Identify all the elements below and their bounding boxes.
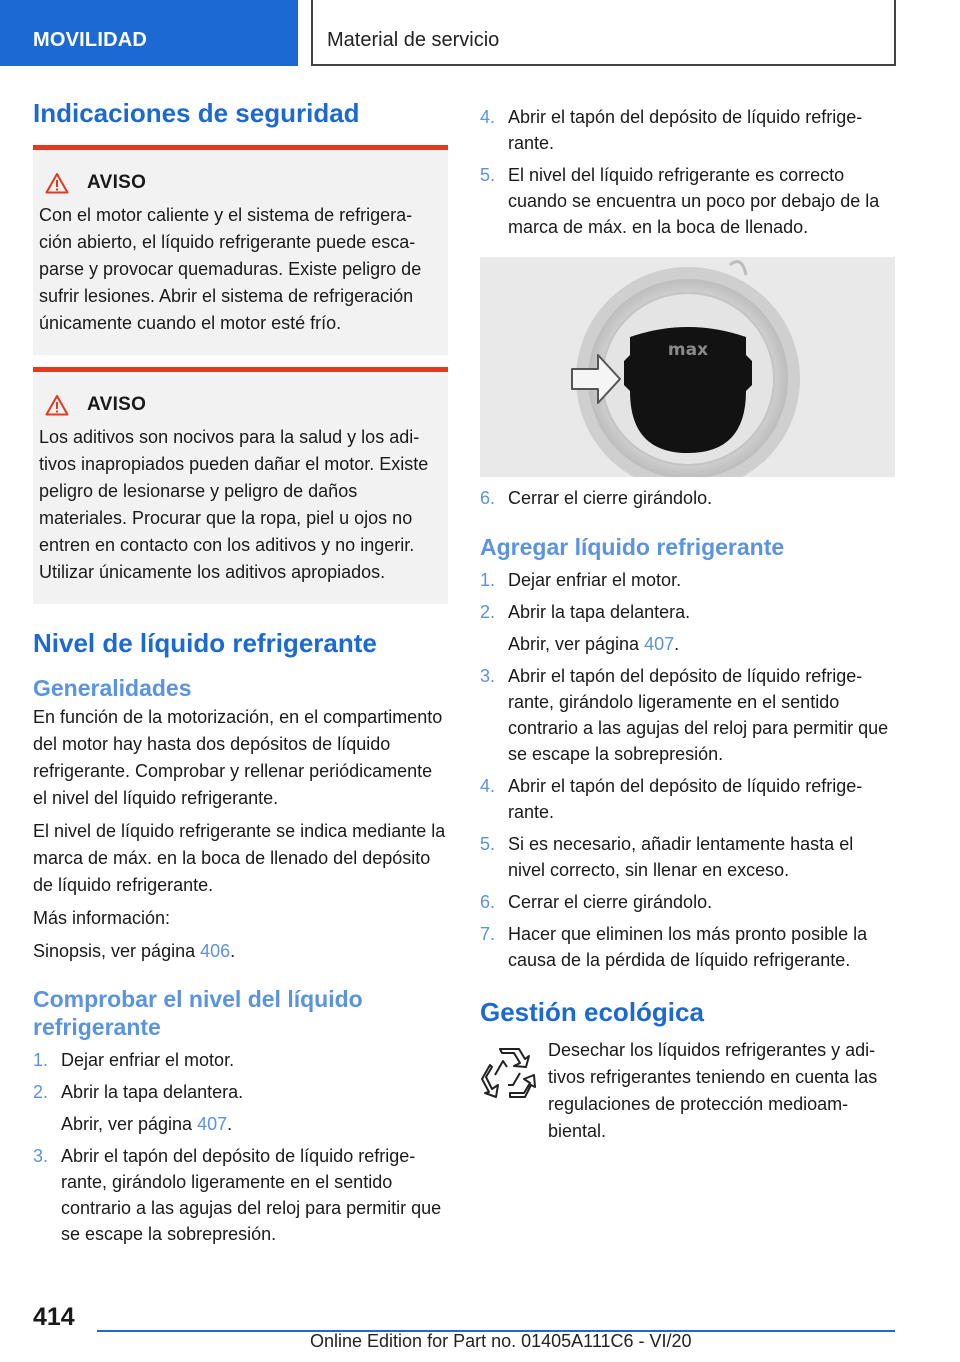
- step-number: 1.: [33, 1050, 49, 1070]
- step-text: Abrir la tapa delantera.: [61, 1082, 244, 1102]
- warning-triangle-icon: [45, 172, 69, 194]
- warning-label: AVISO: [87, 172, 147, 193]
- step-text: El nivel del líquido refrigerante es correcto cuando se encuentra un poco por debajo de la marca de máx. en la boca de llenado.: [508, 165, 880, 237]
- step-number: 2.: [33, 1082, 49, 1102]
- step-number: 1.: [480, 570, 496, 590]
- left-column: [33, 96, 448, 1247]
- check-steps-list: [33, 1047, 448, 1105]
- footer-edition: Online Edition for Part no. 01405A111C6 - VI/20: [310, 1331, 692, 1351]
- heading-general: Generalidades: [33, 675, 192, 701]
- list-item: [480, 773, 895, 825]
- list-item: [480, 162, 895, 240]
- step-number: 2.: [480, 602, 496, 622]
- step-text: Dejar enfriar el motor.: [508, 570, 682, 590]
- paragraph: El nivel de líquido refrigerante se indica mediante la marca de máx. en la boca de llenado del depósito de líquido refrigerante.: [33, 821, 446, 895]
- check-steps-list-cont: [33, 1143, 448, 1247]
- check-step-6: [480, 485, 895, 511]
- page-number: 414: [33, 1303, 75, 1331]
- eco-text: Desechar los líquidos refrigerantes y aditivos refrigerantes teniendo en cuenta las regulaciones de protección medioambiental.: [548, 1040, 878, 1141]
- list-item: [480, 889, 895, 915]
- step-number: 5.: [480, 834, 496, 854]
- page-title: Material de servicio: [311, 0, 896, 66]
- list-item: [480, 104, 895, 156]
- heading-safety: Indicaciones de seguridad: [33, 98, 360, 128]
- paragraph: Más información:: [33, 908, 171, 928]
- eco-block: [480, 1037, 895, 1145]
- paragraph: [33, 938, 448, 965]
- step-text: Dejar enfriar el motor.: [61, 1050, 235, 1070]
- step-text: Hacer que eliminen los más pronto posible la causa de la pérdida de líquido refrigerante.: [508, 924, 868, 970]
- heading-eco: Gestión ecológica: [480, 997, 704, 1027]
- list-item: [480, 485, 895, 511]
- warning-box-1: [33, 145, 448, 355]
- step-text: Si es necesario, añadir lentamente hasta el nivel correcto, sin llenar en exceso.: [508, 834, 854, 880]
- step-text: Cerrar el cierre girándolo.: [508, 488, 713, 508]
- step-number: 5.: [480, 165, 496, 185]
- text: .: [227, 1114, 233, 1134]
- text: .: [674, 634, 680, 654]
- step-number: 4.: [480, 776, 496, 796]
- step-text: Abrir el tapón del depósito de líquido refrigerante.: [508, 107, 863, 153]
- list-item: [480, 567, 895, 593]
- warning-box-2: [33, 367, 448, 604]
- list-item: [33, 1143, 448, 1247]
- page-header: [0, 0, 960, 66]
- recycle-icon: [480, 1045, 536, 1101]
- paragraph: En función de la motorización, en el compartimento del motor hay hasta dos depósitos de líquido refrigerante. Comprobar y rellenar periódicamente el nivel del líquido refrigerante.: [33, 707, 443, 808]
- page-link-407[interactable]: 407: [644, 634, 675, 654]
- list-item: [480, 599, 895, 625]
- warning-triangle-icon: [45, 394, 69, 416]
- warning-text: Con el motor caliente y el sistema de refrigeración abierto, el líquido refrigerante puede escaparse y provocar quemaduras. Existe peligro de sufrir lesiones. Abrir el sistema de refrigeración únicamente cuando el motor esté frío.: [39, 205, 422, 333]
- step-text: Cerrar el cierre girándolo.: [508, 892, 713, 912]
- step-number: 6.: [480, 892, 496, 912]
- step-text: Abrir la tapa delantera.: [508, 602, 691, 622]
- section-tab: MOVILIDAD: [0, 0, 298, 66]
- right-column: [480, 104, 895, 1145]
- step-number: 3.: [33, 1146, 49, 1166]
- step-text: Abrir el tapón del depósito de líquido refrigerante.: [508, 776, 863, 822]
- step-text: Abrir el tapón del depósito de líquido refrigerante, girándolo ligeramente en el sentido contrario a las agujas del reloj para permitir que se escape la sobrepresión.: [61, 1146, 442, 1244]
- page-link-406[interactable]: 406: [200, 941, 231, 961]
- text: .: [230, 941, 236, 961]
- step-text: Abrir el tapón del depósito de líquido refrigerante, girándolo ligeramente en el sentido contrario a las agujas del reloj para permitir que se escape la sobrepresión.: [508, 666, 889, 764]
- step-subtext: [480, 631, 895, 657]
- heading-coolant-level: Nivel de líquido refrigerante: [33, 628, 377, 658]
- filler-neck-illustration: [480, 257, 895, 477]
- check-steps-list-right: [480, 104, 895, 240]
- max-mark-label: max: [667, 340, 709, 360]
- text: Abrir, ver página: [508, 634, 645, 654]
- list-item: [33, 1079, 448, 1105]
- step-number: 7.: [480, 924, 496, 944]
- page-link-407[interactable]: 407: [197, 1114, 228, 1134]
- text: Sinopsis, ver página: [33, 941, 201, 961]
- list-item: [33, 1047, 448, 1073]
- coolant-max-figure: [480, 257, 895, 477]
- heading-check-level: Comprobar el nivel del líquido refrigerante: [33, 986, 363, 1040]
- step-number: 6.: [480, 488, 496, 508]
- step-number: 4.: [480, 107, 496, 127]
- step-subtext: [33, 1111, 448, 1137]
- list-item: [480, 921, 895, 973]
- step-number: 3.: [480, 666, 496, 686]
- add-steps-list-cont: [480, 663, 895, 973]
- warning-text: Los aditivos son nocivos para la salud y los aditivos inapropiados pueden dañar el motor. Existe peligro de lesionarse y peligro de daños materiales. Procurar que la ropa, piel u ojos no entren en contacto con los aditivos y no ingerir. Utilizar únicamente los aditivos apropiados.: [39, 427, 429, 582]
- add-steps-list: [480, 567, 895, 625]
- warning-label: AVISO: [87, 394, 147, 415]
- text: Abrir, ver página: [61, 1114, 198, 1134]
- heading-add-coolant: Agregar líquido refrigerante: [480, 534, 785, 560]
- list-item: [480, 831, 895, 883]
- list-item: [480, 663, 895, 767]
